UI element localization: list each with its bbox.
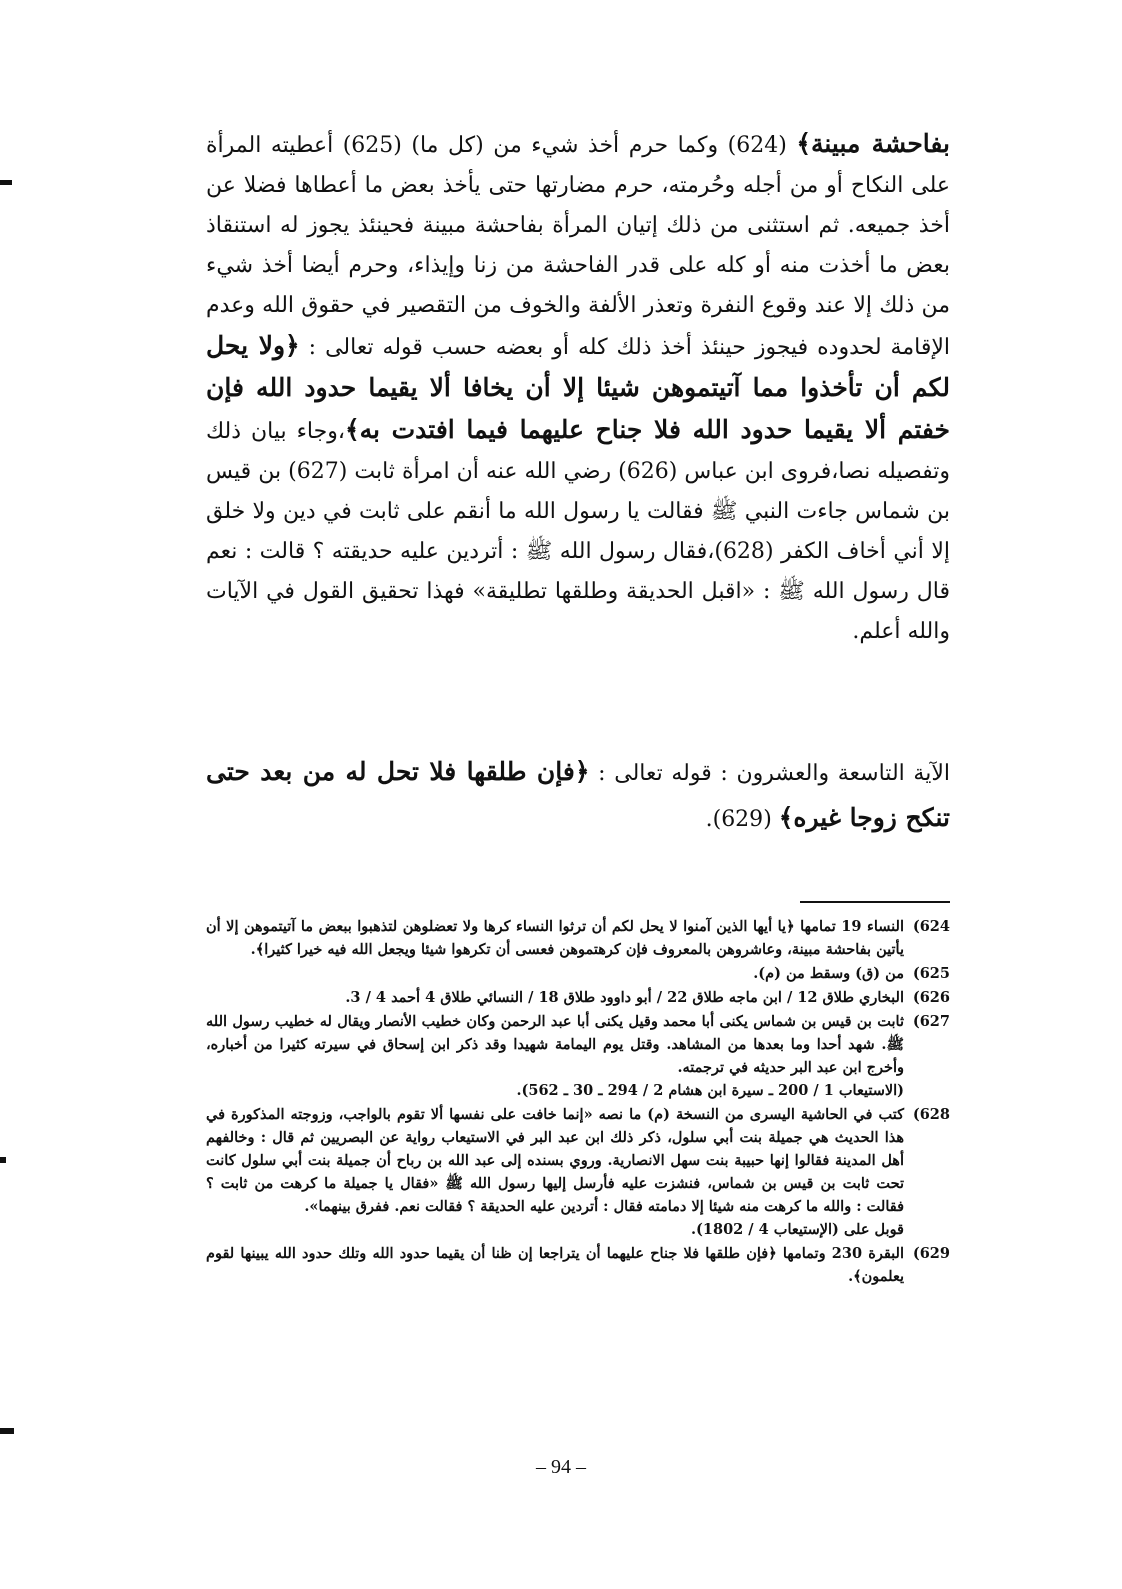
footnote-text: البقرة 230 وتمامها ﴿فإن طلقها فلا جناح عليهما أن يتراجعا إن ظنا أن يقيما حدود الله وتلك حدود الله يبينها لقوم يعلمون﴾.: [206, 1245, 904, 1285]
footnote-625: [206, 962, 950, 985]
footnote-citation: (الاستيعاب 1 / 200 ـ سيرة ابن هشام 2 / 294 ـ 30 ـ 562).: [516, 1082, 904, 1099]
quranic-verse: ﴿ولا يحل لكم أن تأخذوا مما آتيتموهن شيئا إلا أن يخافا ألا يقيما حدود الله فإن خفتم ألا يقيما حدود الله فلا جناح عليهما فيما افتدت به﴾: [206, 331, 950, 444]
verse-fragment: بفاحشة مبينة﴾: [796, 129, 950, 158]
footnote-626: [206, 986, 950, 1009]
footnote-628: [206, 1103, 950, 1241]
footnote-629: [206, 1242, 950, 1288]
scan-artifact: [0, 180, 12, 185]
scan-artifact: [0, 1157, 6, 1163]
body-text: (624) وكما حرم أخذ شيء من (كل ما) (625) أعطيته المرأة على النكاح أو من أجله وحُرمته، حرم مضارتها حتى يأخذ بعض ما أعطاها فضلا عن أخذ جميعه. ثم استثنى من ذلك إتيان المرأة بفاحشة مبينة فحينئذ يجوز له استنقاذ بعض ما أخذت منه أو كله على قدر الفاحشة من زنا وإيذاء، وحرم أيضا أخذ شيء من ذلك إلا عند وقوع النفرة وتعذر الألفة والخوف من التقصير في حقوق الله وعدم الإقامة لحدوده فيجوز حينئذ أخذ ذلك كله أو بعضه حسب قوله تعالى :: [206, 133, 950, 360]
body-text-continued: ،وجاء بيان ذلك وتفصيله نصا،فروى ابن عباس (626) رضي الله عنه أن امرأة ثابت (627) بن قيس بن شماس جاءت النبي ﷺ فقالت يا رسول الله ما أنقم على ثابت في دين ولا خلق إلا أني أخاف الكفر (628)،فقال رسول الله ﷺ : أتردين عليه حديقته ؟ قالت : نعم قال رسول الله ﷺ : «اقبل الحديقة وطلقها تطليقة» فهذا تحقيق القول في الآيات والله أعلم.: [206, 419, 950, 644]
section-verse: ﴿فإن طلقها فلا تحل له من بعد حتى تنكح زوجا غيره﴾: [206, 757, 950, 832]
scan-artifact: [0, 1428, 14, 1434]
footnote-number: 625): [912, 965, 950, 982]
section-heading-block: [206, 750, 950, 842]
section-ref: (629).: [705, 807, 779, 832]
footnote-number: 628): [912, 1106, 950, 1123]
footnote-text: البخاري طلاق 12 / ابن ماجه طلاق 22 / أبو داوود طلاق 18 / النسائي طلاق 4 أحمد 4 / 3.: [345, 989, 904, 1006]
footnote-text: النساء 19 تمامها ﴿يا أيها الذين آمنوا لا يحل لكم أن ترثوا النساء كرها ولا تعضلوهن لتذهبوا ببعض ما آتيتموهن إلا أن يأتين بفاحشة مبينة، وعاشروهن بالمعروف فإن كرهتموهن فعسى أن تكرهوا شيئا ويجعل الله فيه خيرا كثيرا﴾.: [206, 918, 904, 958]
page-number: – 94 –: [536, 1456, 586, 1478]
footnote-number: 624): [912, 918, 950, 935]
main-text-block: [206, 124, 950, 652]
main-paragraph: [206, 124, 950, 652]
footnote-627: [206, 1010, 950, 1102]
footnote-number: 629): [912, 1245, 950, 1262]
footnote-text: ثابت بن قيس بن شماس يكنى أبا محمد وقيل يكنى أبا عبد الرحمن وكان خطيب الأنصار ويقال له خطيب رسول الله ﷺ. شهد أحدا وما بعدها من المشاهد. وقتل يوم اليمامة شهيدا وقد ذكر ابن إسحاق في سيرته كثيرا من أخباره، وأخرج ابن عبد البر حديثه في ترجمته.: [206, 1013, 904, 1076]
footnote-text: كتب في الحاشية اليسرى من النسخة (م) ما نصه «إنما خافت على نفسها ألا تقوم بالواجب، وزوجته المذكورة في هذا الحديث هي جميلة بنت أبي سلول، ذكر ذلك ابن عبد البر في الاستيعاب رواية عن البصريين ثم قال : وخالفهم أهل المدينة فقالوا إنها حبيبة بنت سهل الانصارية. وروي بسنده إلى عبد الله بن رباح أن جميلة بنت أبي سلول كانت تحت ثابت بن قيس بن شماس، فنشزت عليه فأرسل إليها رسول الله ﷺ «فقال يا جميلة ما كرهت من ثابت ؟ فقالت : والله ما كرهت منه شيئا إلا دمامته فقال : أتردين عليه الحديقة ؟ فقالت نعم. ففرق بينهما».: [206, 1106, 904, 1215]
footnote-separator: [800, 901, 950, 903]
footnote-624: [206, 915, 950, 961]
footnotes: [206, 915, 950, 1289]
footnote-number: 626): [912, 989, 950, 1006]
footnote-text: من (ق) وسقط من (م).: [753, 965, 904, 982]
footnote-citation: قوبل على (الإستيعاب 4 / 1802).: [690, 1221, 904, 1238]
footnote-number: 627): [912, 1013, 950, 1030]
section-intro: الآية التاسعة والعشرون : قوله تعالى :: [589, 761, 950, 786]
